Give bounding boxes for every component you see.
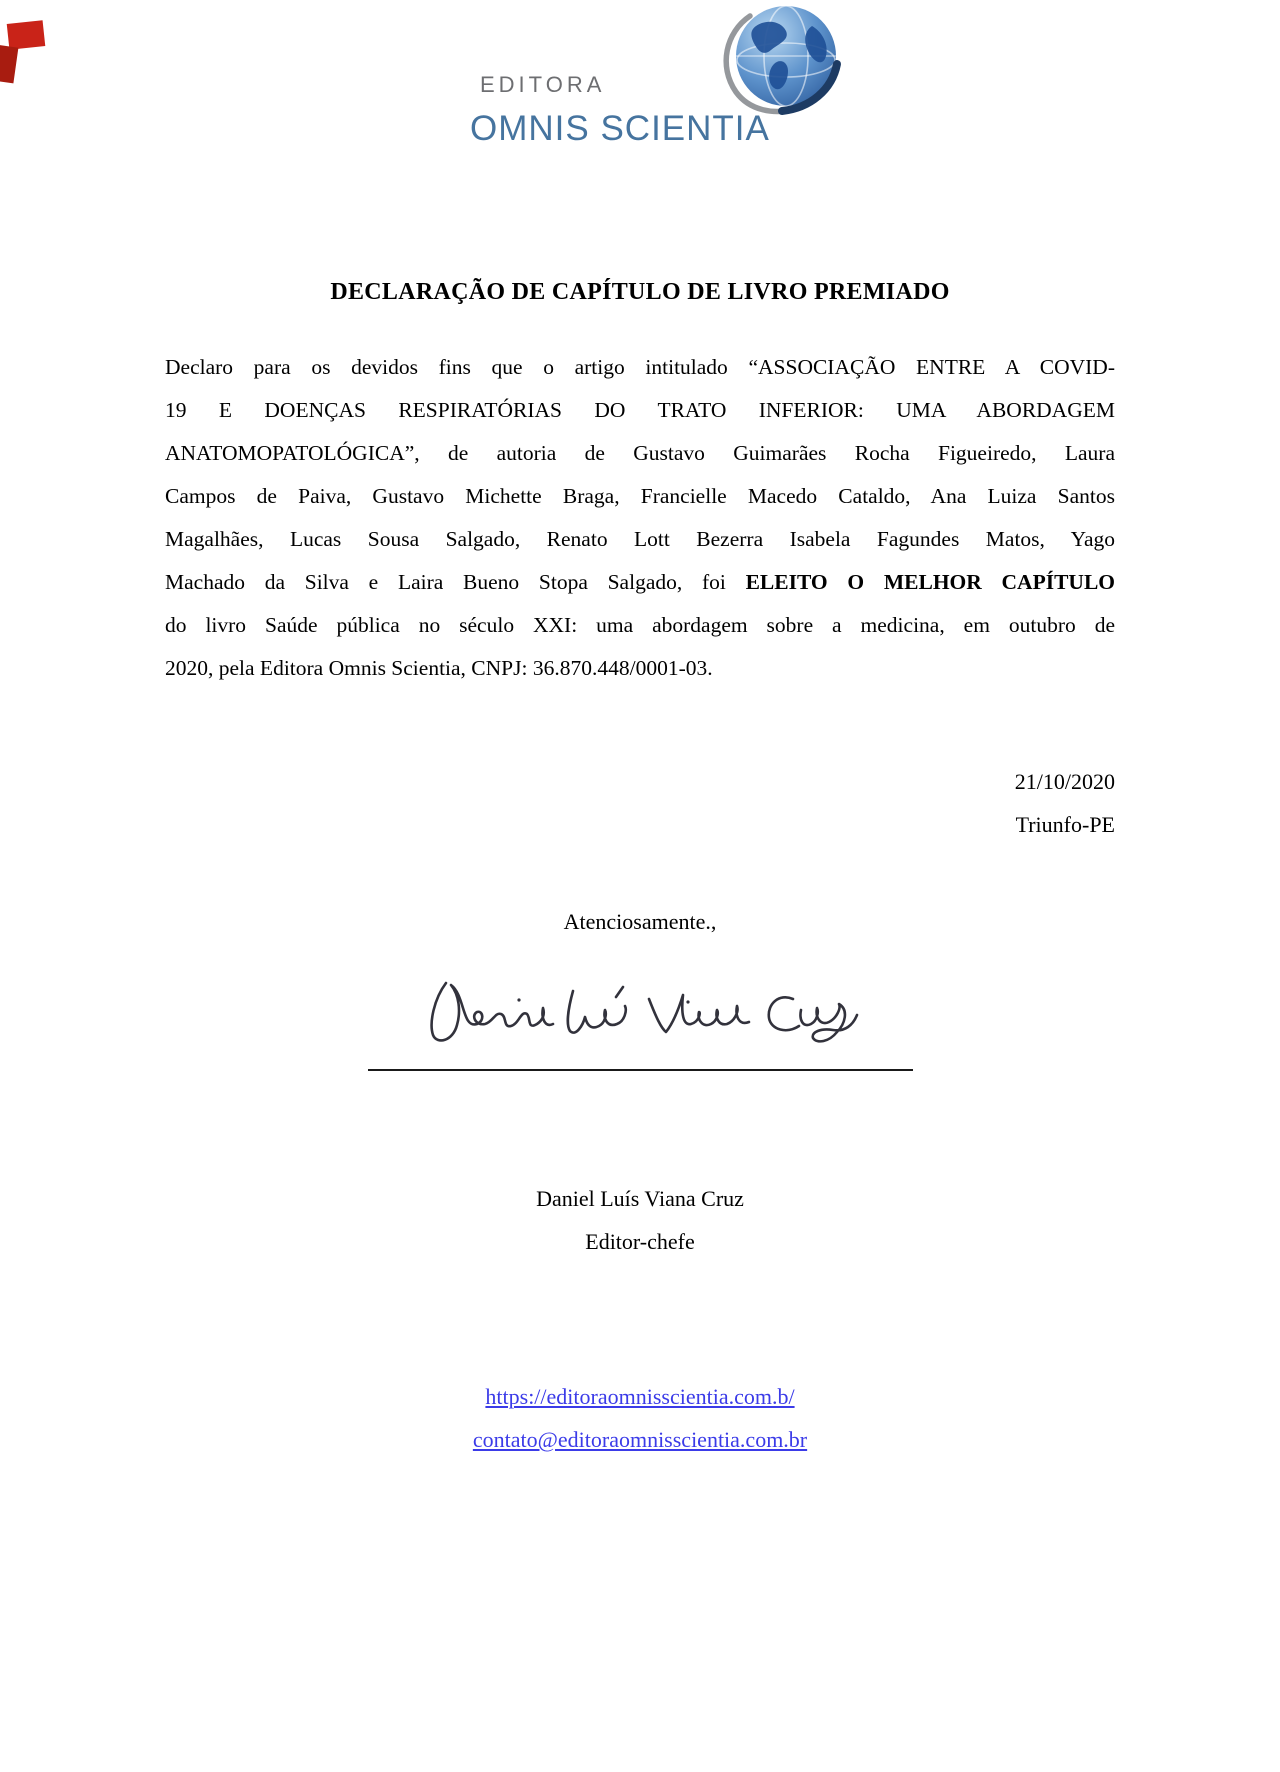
- body-line-regular: Machado da Silva e Laira Bueno Stopa Salgado, foi: [165, 570, 726, 594]
- signer-name: Daniel Luís Viana Cruz: [536, 1186, 744, 1211]
- closing-salutation: Atenciosamente.,: [563, 909, 717, 934]
- body-line: Magalhães, Lucas Sousa Salgado, Renato Lott Bezerra Isabela Fagundes Matos, Yago: [165, 527, 1115, 551]
- body-line: 2020, pela Editora Omnis Scientia, CNPJ: 36.870.448/0001-03.: [165, 656, 713, 680]
- body-line: ANATOMOPATOLÓGICA”, de autoria de Gustavo Guimarães Rocha Figueiredo, Laura: [165, 441, 1115, 465]
- logo-publisher-name: OMNIS SCIENTIA: [470, 109, 770, 148]
- date: 21/10/2020: [1014, 769, 1115, 794]
- logo-editora-text: EDITORA: [480, 72, 606, 97]
- email-link[interactable]: contato@editoraomnisscientia.com.br: [472, 1427, 808, 1452]
- handwritten-signature: [420, 967, 860, 1063]
- globe-icon: [716, 0, 852, 130]
- declaration-body: [165, 346, 1115, 690]
- body-line: Declaro para os devidos fins que o artigo intitulado “ASSOCIAÇÃO ENTRE A COVID-: [165, 355, 1115, 379]
- publisher-logo: [0, 0, 1280, 151]
- footer-links: [0, 1375, 1280, 1461]
- date-place-block: [165, 760, 1115, 846]
- body-line: 19 E DOENÇAS RESPIRATÓRIAS DO TRATO INFERIOR: UMA ABORDAGEM: [165, 398, 1115, 422]
- signature-line: [368, 1069, 913, 1071]
- body-line: Campos de Paiva, Gustavo Michette Braga, Francielle Macedo Cataldo, Ana Luiza Santos: [165, 484, 1115, 508]
- place: Triunfo-PE: [1015, 812, 1115, 837]
- signer-role: Editor-chefe: [585, 1229, 695, 1254]
- body-line: do livro Saúde pública no século XXI: uma abordagem sobre a medicina, em outubro de: [165, 613, 1115, 637]
- document-title: DECLARAÇÃO DE CAPÍTULO DE LIVRO PREMIADO: [330, 279, 950, 305]
- body-line-bold: ELEITO O MELHOR CAPÍTULO: [745, 570, 1116, 594]
- red-scan-mark: [7, 20, 46, 50]
- website-link[interactable]: https://editoraomnisscientia.com.b/: [485, 1384, 795, 1409]
- body-line: [165, 561, 1115, 604]
